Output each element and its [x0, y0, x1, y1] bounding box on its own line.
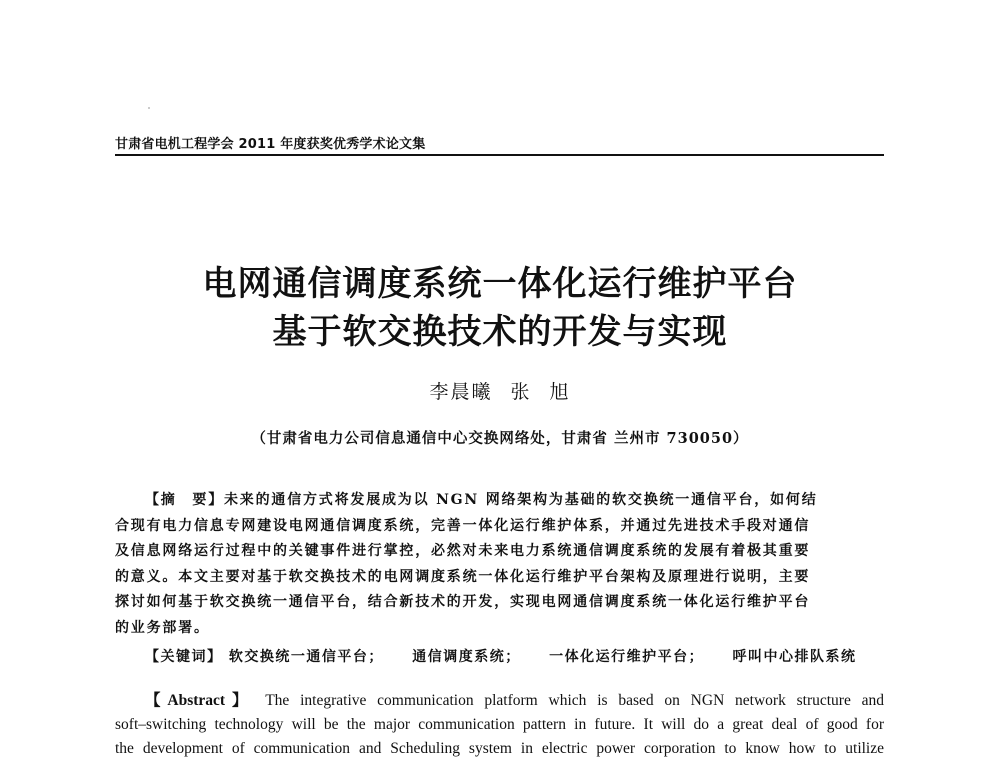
- abstract-en-label: 【Abstract】: [145, 692, 255, 709]
- keyword-item: 呼叫中心排队系统: [732, 649, 857, 665]
- abstract-cn-line: 合现有电力信息专网建设电网通信调度系统，完善一体化运行维护体系，并通过先进技术手段对通信: [115, 517, 811, 534]
- paper-title-line1: 电网通信调度系统一体化运行维护平台: [202, 264, 798, 304]
- abstract-cn-line: 的业务部署。: [115, 619, 210, 636]
- header-rule: [115, 154, 884, 156]
- keyword-item: 软交换统一通信平台；: [228, 649, 384, 665]
- keyword-item: 通信调度系统；: [412, 649, 521, 665]
- abstract-cn: [115, 488, 884, 641]
- authors: 李晨曦 张 旭: [429, 381, 571, 403]
- abstract-cn-label: 【摘 要】: [145, 492, 224, 508]
- keyword-item: 一体化运行维护平台；: [549, 649, 705, 665]
- abstract-en-line: 【Abstract】 The integrative communication platform which is based on NGN network structure and: [145, 692, 884, 709]
- keywords-label: 【关键词】: [145, 649, 223, 665]
- abstract-en: [115, 689, 884, 761]
- abstract-en-line: soft–switching technology will be the major communication pattern in future. It will do a great deal of good for: [115, 716, 884, 733]
- abstract-cn-line: 探讨如何基于软交换统一通信平台，结合新技术的开发，实现电网通信调度系统一体化运行维护平台: [115, 594, 811, 610]
- abstract-cn-line: 【摘 要】未来的通信方式将发展成为以 NGN 网络架构为基础的软交换统一通信平台，如何结: [145, 492, 818, 508]
- affiliation: （甘肃省电力公司信息通信中心交换网络处，甘肃省 兰州市 730050）: [251, 430, 749, 447]
- abstract-cn-line: 的意义。本文主要对基于软交换技术的电网调度系统一体化运行维护平台架构及原理进行说明，主要: [115, 568, 811, 585]
- abstract-cn-line: 及信息网络运行过程中的关键事件进行掌控，必然对未来电力系统通信调度系统的发展有着极其重要: [115, 543, 811, 559]
- keywords-cn: [145, 646, 885, 666]
- scan-speck: [148, 107, 150, 109]
- abstract-en-line: the development of communication and Scheduling system in electric power corporation to know how to utilize: [115, 740, 884, 757]
- running-header: 甘肃省电机工程学会 2011 年度获奖优秀学术论文集: [115, 137, 426, 152]
- paper-title-line2: 基于软交换技术的开发与实现: [272, 312, 728, 352]
